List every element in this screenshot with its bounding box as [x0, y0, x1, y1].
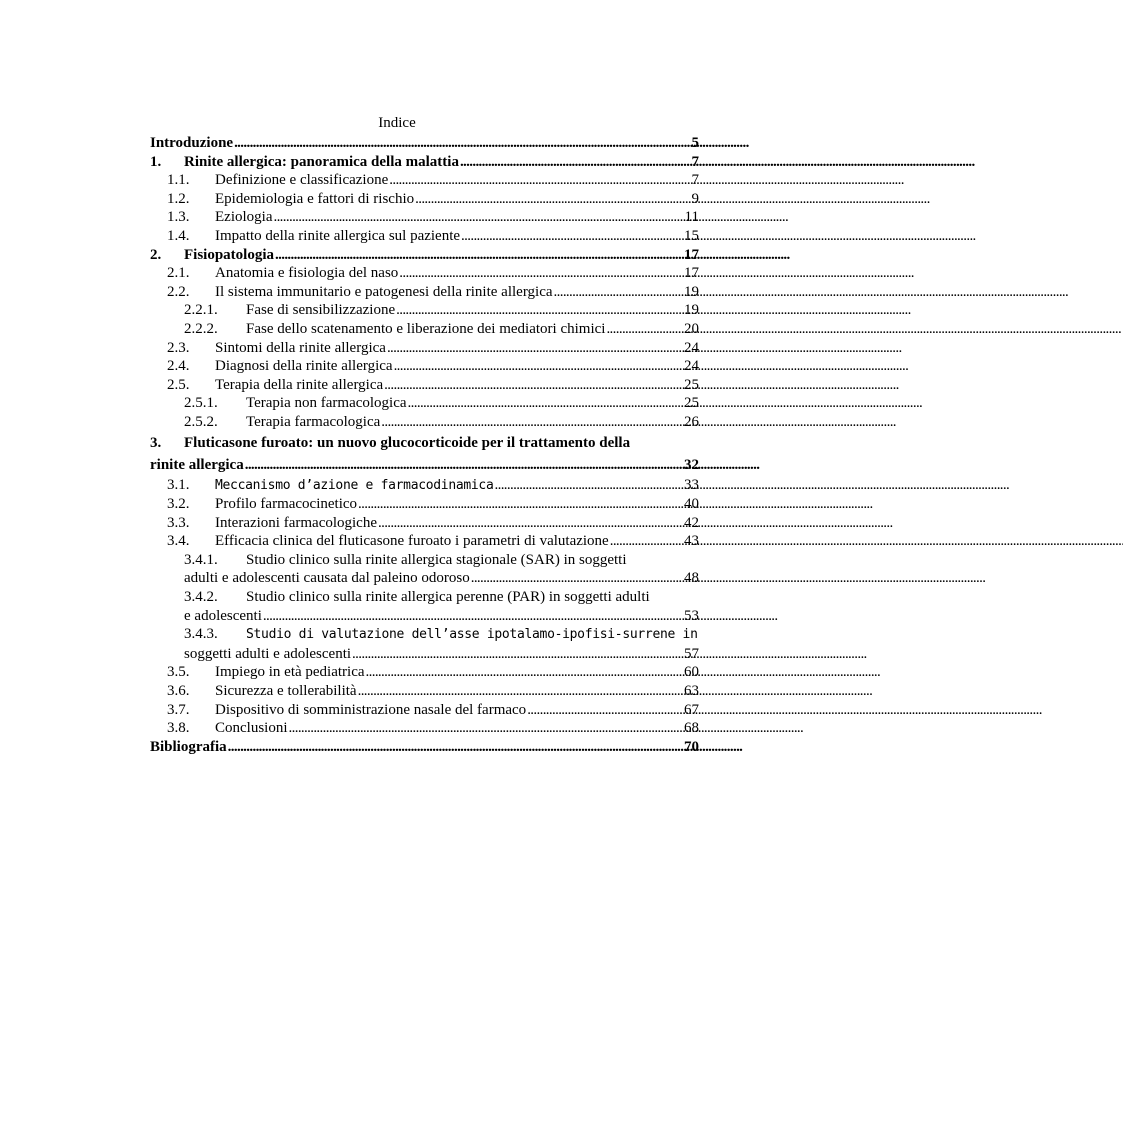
toc-chapter-3[interactable]	[150, 432, 699, 454]
toc-section-3-2[interactable]	[150, 495, 699, 514]
toc-entry-number: 3.4.3.	[184, 626, 218, 643]
toc-entry-title: Anatomia e fisiologia del naso	[215, 265, 399, 282]
toc-entry-number: 3.7.	[167, 701, 190, 718]
dot-leader	[358, 682, 683, 701]
toc-entry-page: 48	[684, 570, 699, 587]
toc-entry-page: 68	[684, 720, 699, 737]
dot-leader	[527, 701, 683, 720]
toc-entry-page: 57	[684, 645, 699, 662]
dot-leader	[461, 227, 683, 246]
toc-entry-title: Impatto della rinite allergica sul paziente	[215, 227, 461, 244]
toc-entry-title: Fase dello scatenamento e liberazione dei mediatori chimici	[246, 320, 606, 337]
toc-entry-title: Eziologia	[215, 209, 273, 226]
toc-entry-page: 63	[684, 683, 699, 700]
toc-entry-number: 3.4.1.	[184, 551, 218, 568]
toc-entry-title-line-1: Studio di valutazione dell’asse ipotalamo-ipofisi-surrene in	[246, 627, 698, 643]
toc-entry-title: Dispositivo di somministrazione nasale del farmaco	[215, 701, 527, 718]
toc-entry-title: Efficacia clinica del fluticasone furoato i parametri di valutazione	[215, 533, 609, 550]
toc-section-2-1[interactable]	[150, 264, 699, 283]
toc-entry-title: Terapia farmacologica	[246, 413, 381, 430]
dot-leader	[471, 569, 683, 588]
toc-entry-title: Meccanismo d’azione e farmacodinamica	[215, 477, 494, 493]
dot-leader	[495, 476, 684, 495]
toc-entry-title: Diagnosi della rinite allergica	[215, 358, 393, 375]
toc-subsection-3-4-2-continuation[interactable]	[150, 607, 699, 626]
toc-section-1-1[interactable]	[150, 171, 699, 190]
dot-leader	[275, 246, 683, 265]
toc-entry-number: 1.2.	[167, 190, 190, 207]
toc-entry-number: 2.3.	[167, 339, 190, 356]
toc-entry-page: 25	[684, 395, 699, 412]
dot-leader	[384, 376, 683, 395]
dot-leader	[396, 301, 683, 320]
dot-leader	[228, 738, 683, 757]
toc-section-2-4[interactable]	[150, 357, 699, 376]
toc-entry-title: Sintomi della rinite allergica	[215, 339, 386, 356]
toc-entry-number: 2.2.	[167, 283, 190, 300]
toc-entry-page: 9	[691, 190, 699, 207]
toc-entry-title: Terapia non farmacologica	[246, 395, 407, 412]
toc-section-3-8[interactable]	[150, 719, 699, 738]
toc-entry-page: 43	[684, 533, 699, 550]
toc-entry-number: 3.1.	[167, 476, 190, 493]
dot-leader	[610, 532, 683, 551]
dot-leader	[399, 264, 683, 283]
toc-entry-number: 2.2.2.	[184, 320, 218, 337]
toc-entry-page: 70	[684, 738, 699, 755]
table-of-contents	[150, 134, 699, 756]
toc-entry-page: 25	[684, 376, 699, 393]
toc-entry-number: 1.4.	[167, 227, 190, 244]
toc-entry-page: 26	[684, 413, 699, 430]
toc-entry-page: 32	[684, 456, 699, 473]
toc-entry-title-line-2: soggetti adulti e adolescenti	[184, 645, 352, 662]
toc-entry-title: Terapia della rinite allergica	[215, 376, 384, 393]
dot-leader	[366, 663, 683, 682]
toc-entry-number: 2.2.1.	[184, 302, 218, 319]
toc-entry-title: Fisiopatologia	[184, 246, 275, 263]
toc-entry-number: 2.	[150, 246, 162, 263]
toc-entry-number: 3.4.	[167, 533, 190, 550]
toc-entry-number: 3.5.	[167, 664, 190, 681]
dot-leader	[378, 514, 683, 533]
toc-entry-title: Conclusioni	[215, 720, 288, 737]
dot-leader	[387, 339, 683, 358]
toc-subsection-2-5-1[interactable]	[150, 394, 699, 413]
toc-entry-page: 53	[684, 607, 699, 624]
toc-entry-number: 2.1.	[167, 265, 190, 282]
toc-entry-page: 5	[691, 135, 699, 151]
toc-entry-number: 3.3.	[167, 514, 190, 531]
toc-entry-number: 2.5.	[167, 376, 190, 393]
toc-entry-page: 20	[684, 320, 699, 337]
toc-subsection-2-5-2[interactable]	[150, 413, 699, 432]
toc-chapter-2[interactable]	[150, 246, 699, 265]
page-title: Indice	[378, 115, 416, 131]
toc-entry-title-line-1: Studio clinico sulla rinite allergica stagionale (SAR) in soggetti	[246, 551, 627, 568]
dot-leader	[554, 283, 683, 302]
toc-section-2-3[interactable]	[150, 339, 699, 358]
toc-entry-page: 33	[684, 476, 699, 493]
toc-section-3-1[interactable]	[150, 476, 699, 496]
toc-subsection-3-4-1-continuation[interactable]	[150, 569, 699, 588]
toc-section-3-6[interactable]	[150, 682, 699, 701]
dot-leader	[394, 357, 683, 376]
toc-entry-page: 42	[684, 514, 699, 531]
toc-entry-title: Interazioni farmacologiche	[215, 514, 377, 531]
toc-entry-page: 60	[684, 664, 699, 681]
toc-section-2-2[interactable]	[150, 283, 699, 302]
toc-entry-page: 15	[684, 227, 699, 244]
toc-entry-title: Rinite allergica: panoramica della malattia	[184, 153, 459, 170]
toc-entry-title: Impiego in età pediatrica	[215, 664, 365, 681]
toc-entry-introduzione[interactable]	[150, 134, 699, 153]
toc-chapter-3-continuation[interactable]	[150, 454, 699, 476]
toc-entry-number: 2.5.2.	[184, 413, 218, 430]
toc-section-3-5[interactable]	[150, 663, 699, 682]
dot-leader	[460, 153, 691, 172]
toc-section-3-4[interactable]	[150, 532, 699, 551]
toc-entry-title: Epidemiologia e fattori di rischio	[215, 190, 415, 207]
toc-entry-page: 11	[684, 209, 699, 226]
toc-entry-title: Introduzione	[150, 135, 234, 151]
toc-entry-page: 17	[684, 246, 699, 263]
toc-entry-number: 2.5.1.	[184, 395, 218, 412]
toc-entry-bibliografia[interactable]	[150, 738, 699, 757]
dot-leader	[389, 171, 690, 190]
toc-chapter-1[interactable]	[150, 153, 699, 172]
toc-entry-title-line-1: Studio clinico sulla rinite allergica perenne (PAR) in soggetti adulti	[246, 589, 650, 606]
dot-leader	[234, 134, 690, 153]
dot-leader	[415, 190, 690, 209]
toc-entry-page: 19	[684, 283, 699, 300]
toc-entry-page: 19	[684, 302, 699, 319]
toc-entry-page: 24	[684, 339, 699, 356]
toc-entry-title: Il sistema immunitario e patogenesi della rinite allergica	[215, 283, 553, 300]
toc-subsection-3-4-2[interactable]	[150, 588, 699, 607]
toc-entry-title: Sicurezza e tollerabilità	[215, 683, 357, 700]
toc-subsection-2-2-2[interactable]	[150, 320, 699, 339]
dot-leader	[358, 495, 683, 514]
toc-section-1-3[interactable]	[150, 208, 699, 227]
toc-subsection-3-4-3-continuation[interactable]	[150, 645, 699, 664]
toc-entry-number: 2.4.	[167, 358, 190, 375]
toc-section-1-4[interactable]	[150, 227, 699, 246]
toc-section-1-2[interactable]	[150, 190, 699, 209]
toc-entry-title-line-1: Fluticasone furoato: un nuovo glucocorticoide per il trattamento della	[184, 434, 631, 451]
dot-leader	[273, 208, 683, 227]
toc-entry-number: 3.4.2.	[184, 589, 218, 606]
toc-section-3-3[interactable]	[150, 514, 699, 533]
toc-entry-page: 17	[684, 265, 699, 282]
toc-entry-title-line-2: e adolescenti	[184, 607, 262, 624]
toc-entry-page: 7	[691, 172, 699, 189]
toc-entry-title-line-2: rinite allergica	[150, 456, 244, 473]
toc-entry-number: 3.6.	[167, 683, 190, 700]
toc-section-2-5[interactable]	[150, 376, 699, 395]
toc-entry-number: 3.8.	[167, 720, 190, 737]
dot-leader	[352, 645, 683, 664]
dot-leader	[289, 719, 683, 738]
toc-entry-number: 1.	[150, 153, 162, 170]
toc-entry-title: Bibliografia	[150, 738, 227, 755]
toc-entry-title-line-2: adulti e adolescenti causata dal paleino odoroso	[184, 570, 470, 587]
dot-leader	[263, 607, 683, 626]
toc-entry-title: Fase di sensibilizzazione	[246, 302, 396, 319]
toc-entry-page: 67	[684, 701, 699, 718]
toc-entry-number: 3.2.	[167, 496, 190, 513]
toc-subsection-3-4-3[interactable]	[150, 625, 699, 645]
dot-leader	[408, 394, 683, 413]
toc-entry-number: 3.	[150, 434, 162, 451]
toc-subsection-2-2-1[interactable]	[150, 301, 699, 320]
toc-entry-number: 1.1.	[167, 172, 190, 189]
toc-entry-page: 7	[691, 153, 699, 170]
toc-entry-title: Definizione e classificazione	[215, 172, 389, 189]
dot-leader	[381, 413, 683, 432]
dot-leader	[245, 454, 683, 476]
dot-leader	[606, 320, 683, 339]
toc-subsection-3-4-1[interactable]	[150, 551, 699, 570]
toc-entry-number: 1.3.	[167, 209, 190, 226]
toc-entry-title: Profilo farmacocinetico	[215, 496, 358, 513]
toc-section-3-7[interactable]	[150, 701, 699, 720]
toc-entry-page: 24	[684, 358, 699, 375]
toc-entry-page: 40	[684, 496, 699, 513]
